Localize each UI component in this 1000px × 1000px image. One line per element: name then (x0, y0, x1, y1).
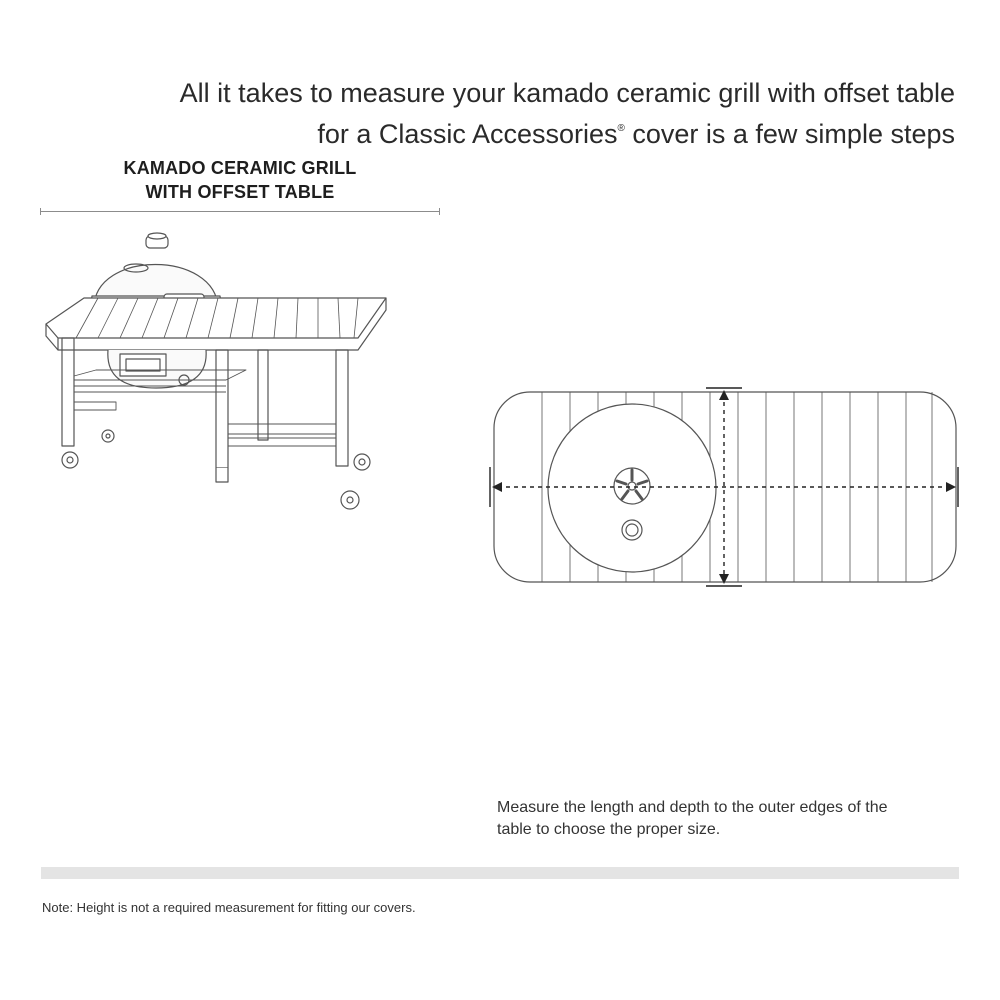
headline-line-1: All it takes to measure your kamado ceramic grill with offset table (179, 78, 955, 108)
height-note: Note: Height is not a required measurement for fitting our covers. (42, 900, 416, 915)
table-top (46, 298, 386, 338)
title-rule (40, 211, 440, 212)
section-title (40, 156, 440, 204)
top-vent-cap (148, 233, 166, 239)
measurement-caption (497, 797, 967, 841)
firebox-vent-door (120, 354, 166, 376)
caption-line-1: Measure the length and depth to the outer edges of the (497, 799, 888, 816)
section-title-line-1: KAMADO CERAMIC GRILL (123, 158, 357, 178)
top-vent-top-view (614, 468, 650, 504)
headline-line-2 (75, 111, 955, 152)
divider-bar (41, 867, 959, 879)
table-top-view-measurement-diagram (480, 380, 970, 600)
caption-line-2: table to choose the proper size. (497, 821, 721, 838)
headline-line-2-prefix: for a Classic Accessories (317, 119, 618, 149)
kamado-grill-with-offset-table-illustration (36, 226, 396, 526)
registered-mark: ® (617, 123, 625, 134)
headline (75, 76, 955, 152)
lid-handle-top-view (622, 520, 642, 540)
section-title-line-2: WITH OFFSET TABLE (145, 182, 335, 202)
headline-line-2-suffix: cover is a few simple steps (624, 119, 955, 149)
